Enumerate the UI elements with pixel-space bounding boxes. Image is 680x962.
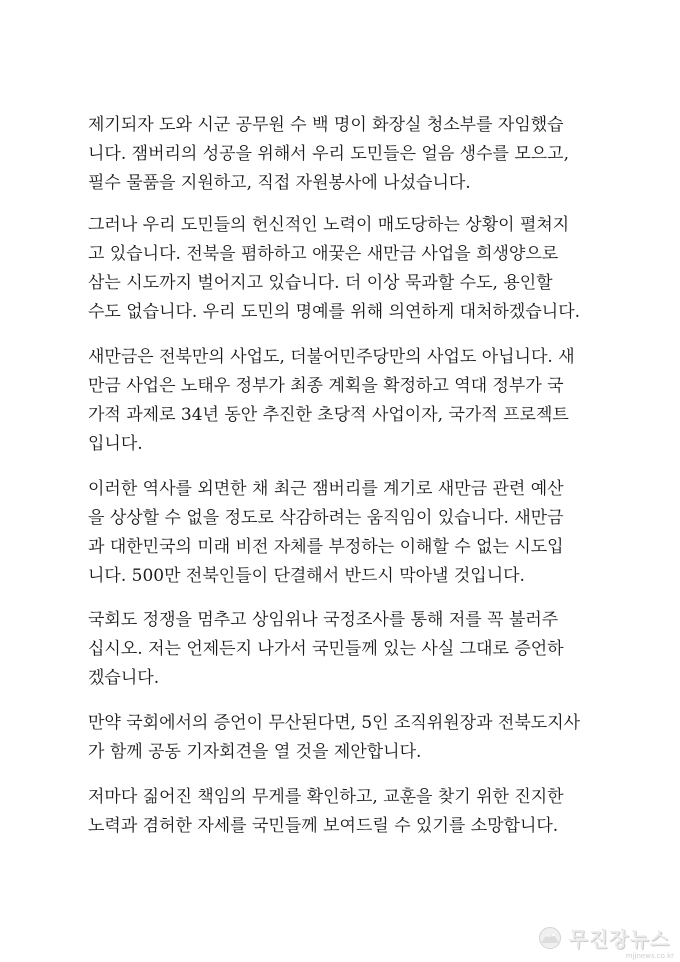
mountain-logo-icon bbox=[538, 927, 562, 949]
paragraph-7 bbox=[88, 783, 608, 841]
text-line: 니다. 500만 전북인들이 단결해서 반드시 막아낼 것입니다. bbox=[88, 566, 525, 586]
paragraph-6 bbox=[88, 709, 608, 767]
text-line: 가적 과제로 34년 동안 추진한 초당적 사업이자, 국가적 프로젝트 bbox=[88, 405, 569, 425]
paragraph-5 bbox=[88, 606, 608, 693]
text-line: 겠습니다. bbox=[88, 668, 160, 688]
text-line: 국회도 정쟁을 멈추고 상임위나 국정조사를 통해 저를 꼭 불러주 bbox=[88, 610, 559, 630]
watermark-url: mjjnews.co.kr bbox=[625, 952, 674, 960]
text-line: 만금 사업은 노태우 정부가 최종 계획을 확정하고 역대 정부가 국 bbox=[88, 376, 564, 396]
paragraph-2 bbox=[88, 211, 608, 327]
text-line: 만약 국회에서의 증언이 무산된다면, 5인 조직위원장과 전북도지사 bbox=[88, 713, 581, 733]
text-line: 필수 물품을 지원하고, 직접 자원봉사에 나섰습니다. bbox=[88, 173, 471, 193]
text-line: 새만금은 전북만의 사업도, 더불어민주당만의 사업도 아닙니다. 새 bbox=[88, 347, 575, 367]
watermark bbox=[538, 923, 670, 952]
text-line: 삼는 시도까지 벌어지고 있습니다. 더 이상 묵과할 수도, 용인할 bbox=[88, 273, 553, 293]
text-line: 이러한 역사를 외면한 채 최근 잼버리를 계기로 새만금 관련 예산 bbox=[88, 479, 564, 499]
text-line: 제기되자 도와 시군 공무원 수 백 명이 화장실 청소부를 자임했습 bbox=[88, 115, 564, 135]
paragraph-4 bbox=[88, 475, 608, 591]
text-line: 을 상상할 수 없을 정도로 삭감하려는 움직임이 있습니다. 새만금 bbox=[88, 508, 564, 528]
text-line: 수도 없습니다. 우리 도민의 명예를 위해 의연하게 대처하겠습니다. bbox=[88, 302, 581, 322]
watermark-text: 무진장뉴스 bbox=[568, 927, 670, 951]
text-line: 저마다 짊어진 책임의 무게를 확인하고, 교훈을 찾기 위한 진지한 bbox=[88, 787, 564, 807]
text-line: 가 함께 공동 기자회견을 열 것을 제안합니다. bbox=[88, 742, 422, 762]
paragraph-1 bbox=[88, 111, 608, 198]
text-line: 고 있습니다. 전북을 폄하하고 애꿎은 새만금 사업을 희생양으로 bbox=[88, 244, 559, 264]
paragraph-3 bbox=[88, 343, 608, 459]
text-line: 노력과 겸허한 자세를 국민들께 보여드릴 수 있기를 소망합니다. bbox=[88, 816, 559, 836]
text-line: 십시오. 저는 언제든지 나가서 국민들께 있는 사실 그대로 증언하 bbox=[88, 639, 564, 659]
text-line: 과 대한민국의 미래 비전 자체를 부정하는 이해할 수 없는 시도입 bbox=[88, 537, 564, 557]
text-line: 니다. 잼버리의 성공을 위해서 우리 도민들은 얼음 생수를 모으고, bbox=[88, 144, 570, 164]
text-line: 입니다. bbox=[88, 434, 143, 454]
text-line: 그러나 우리 도민들의 헌신적인 노력이 매도당하는 상황이 펼쳐지 bbox=[88, 215, 570, 235]
